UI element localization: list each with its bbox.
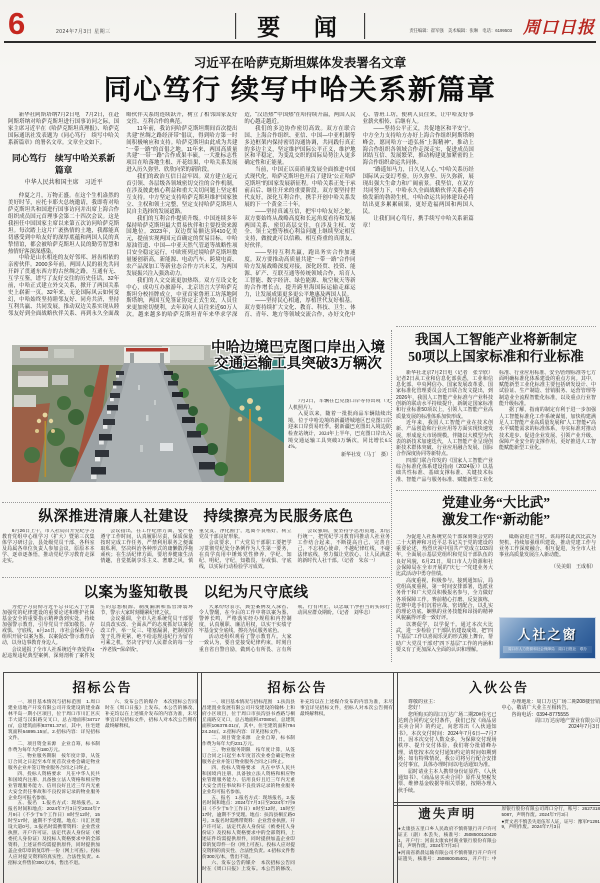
paragraph: 我们的政治互信日益牢固。双方建立起元首引领、各层级各领域密切交往的合作机制，在涉及彼此核心利益和重大关切问题上坚定相互支持。中方坚定支持哈萨克斯坦维护国家独立、主权和领土完整，坚定支持哈萨克斯坦人民自主选择的发展道路。 [126, 174, 238, 215]
paragraph: 我们的多边协作密切高效。双方在联合国、上海合作组织、亚信、中国—中亚机制等多边框架内保持密切沟通协调，共同践行真正的多边主义，坚定维护国际公平正义，维护地区和平稳定，为变乱交织的国际局势注入更多确定性和正能量。 [244, 125, 356, 167]
paragraph: 二、项目资金来源 企业自筹，标书制作费为每年大约180万元。 [8, 740, 100, 752]
paragraph: 以赛促学，以学促干。通过本次大比武，进一步检验了干部队伍建设成效，把“四下基层”工作以喜闻乐见的形式搬上舞台，帮助广大党员干部对“四下基层”工作的内涵和要义有了更加深入全面的认识和理解。 [396, 621, 493, 653]
dangjian-signature: （吴美娟 王成相） [550, 563, 596, 570]
paragraph: 为促进人社系统党员干部深刻领会党的二十大精神和习近平总书记关于党的建设的重要论述，热烈庆祝中国共产党成立103周年，全面展示基层党组织和党员干部队伍的良好风貌，6月21日，周口市人力资源和社会保障局在全市开展的“庆七一”党建业务大比武活动中勇夺佳绩。 [396, 533, 493, 578]
occupancy-body [398, 699, 600, 795]
paragraph: 三、物业服务期限 按年度计算，从签订合同之日起至本年度首次业委会确定物业服务企业并签订物业服务合同之日终止。 [202, 746, 295, 764]
paragraph: 活动还组织观看了警示教育片。大家一致认为，要自觉接受纪律约束，时刻自重自省自警自励，做到心有所畏、言有所戒、行有所止，以忠诚干净担当的实际行动回应群众期盼。（记者 刘华志） [199, 605, 390, 653]
paragraph: 入夏以来，随着一批批商品车辆陆续出境，位于中哈边境的新疆塔城地区巴克图口岸迎来口岸贸易旺季。据新疆巴克图出入境边防检查站统计，2024年上半年，巴克图口岸出入境交通运输工具突破3万辆次，同比增长6.54%。 [288, 412, 391, 451]
occupancy-notice [393, 672, 600, 806]
paragraph: ●贾文君不慎丢失退伍军人证，证号：豫军F12919，声明作废。2024年7月3日 [501, 818, 600, 830]
occupancy-signature-company: 周口万达房地产置业有限公司 [534, 718, 600, 725]
paragraph: 仲夏之月，万物正盛。在这个生机盎然的美好时节，应托卡耶夫总统邀请，我即将对哈萨克斯坦共和国进行国事访问并出席上海合作组织成员国元首理事会第二十四次会议。这是我担任中国国家主席以来第五次访问哈萨克斯坦。每次踏上这片广袤热情的土地，我都能真切感受到中哈友好的深厚底蕴和两国人民的真挚情谊，都会被哈萨克斯坦人民的勤劳智慧和热情好客深深感染。 [8, 193, 120, 255]
paragraph: 会议要求，广大党员干部职工要把学习贯彻党纪处分条例作为人生第一要务，在真学真用中锤炼党性修养，学纪、知纪、明纪、守纪，知敬畏、存戒惧、守底线，以实际行动检验学习成效。 [199, 541, 292, 571]
paragraph: 新华社北京7月2日电（记者 张辛欣）记者2日从工业和信息化部获悉，工业和信息化部、中央网信办、国家发展改革委、国家标准化管理委员会近日联合发文提出，到2026年，我国人工智能产业标准与产业科技创新的联动水平持续提升，新制定国家标准和行业标准50项以上，引领人工智能产业高质量发展的标准体系加快形成。 [396, 369, 493, 420]
loss-statement-title: 遗失声明 [418, 807, 477, 821]
paragraph: 我们的人文交流更加热络。双方互设文化中心，成功互办旅游年，北京语言大学哈萨克斯坦分校挂牌成立，中亚首家鲁班工坊落地阿斯塔纳，两国互免签证协定正式生效，人员往来更加密切便利，去年双向人员往来近60万人次。越来越多的哈萨克斯坦青年来华求学深造，“汉语热”“中国热”在哈持续升温，两国人民的心越走越近。 [126, 112, 356, 319]
header-rule [4, 41, 596, 43]
lead-kicker: 习近平在哈萨克斯坦媒体发表署名文章 [193, 56, 407, 70]
paragraph: 会议指出，在工作纪律方面，要严格遵守工作时间，认真履职尽责，保质保量按时完成工作任务，严禁利用职务之便谋取私利，坚决纠治各种形式的庸懒散浮拖顽疾；在生活纪律方面，要培养健康生活情趣，自觉抵制享乐主义、奢靡之风，慎重交友、净化圈子，远离不良嗜好，树立党员干部良好形象。 [100, 529, 292, 565]
horizontal-dotted-rule [396, 490, 596, 491]
lead-inner-title: 同心笃行 续写中哈关系新篇章 [12, 152, 116, 175]
paragraph: ——坚持公平正义，共促地区和平安宁。中方全力支持哈方办好上海合作组织阿斯塔纳峰会，愿同哈方一道弘扬“上海精神”，推动上海合作组织各领域合作走深走实，促进成员国团结互信、发展繁荣，推动构建更加紧密的上海合作组织命运共同体。 [362, 125, 474, 167]
paragraph: 我们的互利合作提质升级。中国连续多年保持哈萨克斯坦最大贸易伙伴和主要投资来源国地位。2023年，双边贸易额达到410亿美元，提前实现两国元首确定的贸易目标。中哈原油管道、中国—中亚天然气管道等战略性项目安全稳定运行，中欧班列过境哈萨克斯坦数量屡创新高，新能源、电动汽车、跨境电商、农产品深加工等新业态合作方兴未艾，为两国发展振兴注入强劲动力。 [126, 215, 238, 277]
paragraph: 四、投标人资格要求 凡在中华人民共和国境内注册、具备独立法人资格和相应物业管理服务能力、信用良好且近三年内无重大安全责任事故和不良投诉记录的物业服务企业均可报名参加。 [8, 770, 100, 800]
photo-caption-text [288, 399, 391, 452]
tender-1-title: 招标公告 [72, 680, 133, 695]
tender-2-body [202, 699, 393, 877]
paragraph: 高度重视，积极参与。接到通知后，局党组高度重视，第一时间安排部署，选派业务骨干和广大党员积极报名参与，全力做好各项保障工作。赛前精心打磨、反复演练，比赛中选手们沉着应战、密切配合，以扎实的理论功底、娴熟的业务技能和昂扬的精神风貌赢得评委一致好评。 [396, 577, 493, 622]
tender-notice-2 [197, 672, 398, 883]
paragraph: “路遥知马力，日久见人心。”中哈关系历经国际风云变幻考验，历久弥坚、历久弥新，展现出强大生命力和广阔前景。我坚信，在双方共同努力下，中哈永久全面战略伙伴关系必将焕发新的勃勃生机，中哈命运共同体建设必将结出更多累累硕果，更好造福两国和两国人民。 [362, 167, 474, 215]
ai-article-title: 我国人工智能产业将新制定 50项以上国家标准和行业标准 [408, 332, 584, 365]
renshe-body [2, 529, 390, 573]
paragraph: 咨询电话：0394-8775555 [511, 711, 569, 718]
paragraph: 办理地址：周口万达广场二期208楼营销中心，敬请广大业主互相转告。 [501, 699, 600, 712]
paragraph: 一、项目基本情况与招标范围 1.扶沟县昌建置业发展有限公司开发建设的翰林·上和府小区项目，位于周口市扶沟县书香路与桐丘南路交叉口，总占地面积47080㎡，总建筑面积106378.01㎡，其中，住宅建筑面积79424.24㎡。2.招标内容：详见招标文件。 [202, 699, 295, 734]
paragraph: 五、报名 1.报名方式：现场报名。2.报名时间和地点：2024年7月3日至2024年7月9日（不少于5个工作日）8时至12时，15时至17时，逾期不予受理。地点：扶沟县桐丘路0号。3.报名时需携带资料：企业营业执照、开户许可证、法定代表人身份证（被委托人身份证）及投标人资格要求中的全部资料，上述证件均需提供原件，同时提供加盖企业印章的复印件一份（网上可查）。投标人应对提交资料的真实性、合法性负责。4.招标文件售价300元/本，售出不退。 [202, 794, 295, 860]
tender-notice-1 [3, 672, 202, 883]
vertical-dotted-rule [391, 330, 392, 662]
paragraph: 让我们同心笃行，携手续写中哈关系新篇章！ [362, 215, 474, 229]
page-number: 6 [8, 6, 26, 41]
paragraph: 四部门联合印发的《国家人工智能产业综合标准化体系建设指南（2024版）》以基础共性标准、基础支撑标准、关键技术标准、智能产品与服务标准、赋能新型工业化标准、行业应用标准、安全/治理标准等七方面明确标准化体系建设的重点方向。其中，赋能新型工业化标准主要包括研发设计、中试验证、生产制造、营销服务、运营管理等制造业全流程智能化标准，以及重点行业智能升级标准。 [396, 369, 596, 483]
paragraph: ●河南省新晨运输有限公司不慎将银行开户许可证遗失，核准号：J50860045401，开户行：中原银行股份有限公司周口分行，账号：26273185087，声明作废。2024年7月3日 [398, 806, 600, 862]
lead-intro: 新华社阿斯塔纳7月2日电 7月2日，在赴阿斯塔纳对哈萨克斯坦进行国事访问之际，国家主席习近平在《哈萨克斯坦真理报》、哈萨克国际通讯社发表题为《同心笃行 续写中哈关系新篇章》的署名文章。文章全文如下。 [8, 112, 120, 146]
renshe-sub-body [2, 605, 390, 660]
paragraph: ——坚持互利共赢，跑出务实合作加速度。双方要推动高质量共建“一带一路”合作同哈方发展战略深度对接，深化经贸、投资、能源、矿产、互联互通等传统领域合作，培育人工智能、数字经济、绿色能源、航空航天等新的合作增长点，提升跨里海国际运输走廊运力，让发展成果更多更公平地惠及两国人民。 [244, 250, 356, 298]
tender-1-body [8, 699, 197, 877]
banner-title: 人社之窗 [517, 626, 578, 642]
paragraph: 尊敬的业主： [408, 699, 439, 705]
paragraph: ——坚持真诚互信，把牢中哈友好之舵。双方要始终从战略高度和长远角度看待和发展两国关系，密切高层交往，在涉及主权、安全、领土完整等核心利益问题上继续坚定相互支持，做彼此可以信赖、相互倚重的真朋友、好伙伴。 [244, 208, 356, 250]
dangjian-section [396, 494, 596, 662]
dotted-divider [2, 577, 390, 578]
paragraph: 您所购买的周口万达广场二期20#住宅已达到合同约定交付条件，我们已按《商品房买卖合同》的约定，向您寄出《入伙通知书》。本次交付时间：2024年7月6日—7月7日。因本次交付人数众多，为保障交付现场秩序、提升交付体验，我们将分批错峰办理，请您按本次交付通知约定的时间如期到场；如有特殊情况，我公司将另行配合安排交付事宜，具体办理时间以电话通知为准。 [398, 711, 497, 769]
paragraph: 二、项目资金来源 企业自筹，标书制作费为每年大约231万元。 [202, 734, 295, 746]
paragraph: 为把学习贯彻习近平总书记关于全面加强党的纪律建设的重要论述和维护社保基金安全的重要指示精神落到实处，持续加强警示教育，引导党员干部知敬畏、存戒惧、守底线，6月24日，市社会保险中心组织开展“以案为鉴、以案促改”警示教育活动，以身边事教育身边人。 [2, 605, 95, 647]
ai-standards-article [396, 331, 596, 486]
photo-caption [288, 399, 391, 483]
paragraph: 11年前，我访问哈萨克斯坦期间首次提出共建“丝绸之路经济带”倡议，得到哈方第一时间积极响应和支持。哈萨克斯坦由此成为共建“一带一路”的首倡之地。11年来，两国高质量共建“一带一路”合作成果丰硕，一大批标志性项目在哈落地生根、开花结果，中哈关系发展进入历久弥坚、欣欣向荣的新阶段。 [126, 125, 238, 174]
horizontal-dotted-rule [2, 502, 390, 503]
photo-news-headline: 中哈边境巴克图口岸出入境 交通运输工具突破3万辆次 [211, 340, 385, 372]
ai-article-body [396, 370, 596, 486]
renshe-section [2, 505, 390, 660]
paragraph: 砥砺奋进正当时。该局将以此次比武为契机，持续加强组织建设，推动党建工作与业务工作深度融合、相互促进，为全市人社事业高质量发展注入新动能。 [499, 533, 596, 559]
paragraph: 一、项目基本情况与招标范围 1.周口建业房地产开发有限公司开发建设的建业森林半岛一期小区项目，位于周口市川汇区庆丰大道与汉阳路交叉口，总占地面积34717㎡，总建筑面积83781.37㎡，其中，住宅建筑面积64895.15㎡。2.招标内容：详见招标文件。 [8, 699, 100, 740]
renshe-window-banner [499, 617, 596, 659]
masthead-logo: 周口日报 [523, 18, 595, 37]
lead-article-body [8, 112, 592, 325]
paragraph: 四、投标人资格要求 凡在中华人民共和国境内注册、具备独立法人资格和相应物业管理服务能力、信用良好且近三年内无重大安全责任事故和不良投诉记录的物业服务企业均可报名参加。 [202, 764, 295, 794]
banner-subtitle: 周口市人力资源和社会保障局 周口日报社 联办 [503, 646, 592, 653]
paragraph: 近年来，我国人工智能产业在技术创新、产品创造和行业应用等方面实现快速发展，形成庞大市场规模。伴随以大模型为代表的新技术加速迭代，人工智能产业呈现创新技术群体突破、行业应用融合发展、国际合作深度协同等新特点。 [396, 419, 493, 458]
renshe-subtitle: 以案为鉴知敬畏 以纪为尺守底线 [83, 585, 309, 601]
section-title: 要 闻 [257, 15, 351, 40]
horizontal-dotted-rule [396, 326, 596, 327]
paragraph: 三、物业服务期限 按年度计算，从签订合同之日起至本年度首次业委会确定物业服务企业并签订物业服务合同之日终止。 [8, 752, 100, 770]
paragraph: 大家纷纷表示，典型案例发人深省、令人警醒，在今后的工作中将以案为鉴、警钟长鸣，严格落实经办规程和内控制度，认真履职、廉洁用权，以实干实绩守牢基金安全底线，擦亮为民服务底色。 [199, 605, 292, 635]
paragraph: 据了解，指南的制定有利于进一步加强人工智能标准化工作系统谋划，加快构建满足人工智能产业高质量发展和“人工智能+”高水平赋能需求的标准体系，夯实标准对推动技术进步、促进企业发展、引领产业升级、保障产业安全的支撑作用，更好推进人工智能赋能新型工业化。 [499, 407, 596, 452]
occupancy-title: 入伙公告 [468, 680, 529, 695]
occupancy-signature-date: 2024年7月3日 [568, 724, 600, 731]
paragraph: 五、报名 1.报名方式：现场报名。2.报名时间和地点：2024年7月3日至2024年7月9日（不少于5个工作日）8时至12时，15时至17时，逾期不予受理。地点：川汇区建设大道0号。3.报名时需携带资料：企业营业执照、开户许可证、法定代表人身份证（被委托人身份证）及投标人资格要求中的全部资料，上述证件均需提供原件，同时提供加盖企业印章的复印件一份（网上可查）。投标人应对提交资料的真实性、合法性负责。4.招标文件售价300元/本，售出不退。 [8, 800, 100, 866]
paragraph: 会议强调，要坚持学思用贯通、知信行统一，把党纪学习教育同推动人社业务工作结合起来，不断提高自己、完善自己，不忘初心使命，不越纪律红线，不碰法律底线，努力做让党放心、让人民满意的新时代人社干部。（记者 朱东一） [297, 529, 390, 565]
lead-byline: 中华人民共和国主席 习近平 [24, 179, 103, 186]
paragraph: 您好！ [408, 705, 424, 712]
paragraph: 中哈是山水相连的友好邻邦、唇齿相依的亲密伙伴。2000多年前，两国人民的祖先共同开辟了贯通东西方的古丝绸之路，互通有无、互学互鉴，谱写了友好交往的历史佳话。32年前，中哈正式建立外交关系，掀开了两国关系史上崭新一页。32年来，无论国际风云如何变幻，中哈始终坚持睦邻友好、同舟共济，坚持互利共赢、共同发展，推动双边关系实现从睦邻友好到全面战略伙伴关系、再到永久全面战略伙伴关系的连续跃升，树立了相邻国家友好交往、互利合作的典范。 [8, 112, 238, 317]
paragraph: 六、发布公告的媒介 本次招标公告同时在《周口日报》上发布。本公告的修改、补充均以在上述媒介发布的内容为准，未尽事宜详见招标文件，招标人对本次公告拥有最终解释权。 [105, 699, 197, 728]
photo-credit: 新华社发（马丁 摄） [340, 452, 391, 458]
page-date: 2024年7月3日 星期三 [56, 29, 111, 35]
editors-line: 责任编辑：翟军强 美术编辑：张琳 电话：6199503 [409, 28, 512, 33]
paragraph: 会议强调，全市人社系统党员干部要以真改实改、全面从严的态度抓好以案促改工作，举一反三、堵塞漏洞，把制度的笼子扎得更紧，绝不给违规违纪行为留有可乘之机，坚决守护好人民群众的每一分“养老钱”“保命钱”。 [100, 617, 193, 653]
paragraph: 届时请业主本人携带身份证原件、《入伙通知书》、《商品房买卖合同》原件及契税发票、维修基金收据等相关票据，按期办理入伙手续。 [398, 768, 497, 794]
divider-bar [364, 13, 365, 39]
section-header [235, 9, 365, 42]
tender-2-title: 招标公告 [267, 680, 328, 695]
paragraph: 六、发布公告的媒介 本次招标公告同时在《周口日报》上发布。本公告的修改、补充均以在上述媒介发布的内容为准，未尽事宜详见招标文件，招标人对本次公告拥有最终解释权。 [202, 699, 393, 872]
loss-statement-notice [393, 802, 600, 883]
paragraph: ——坚持民心相通，厚植世代友好根基。双方要持续扩大文化、教育、科技、卫生、体育、青年、地方等领域交流合作，办好文化中心、鲁班工坊，便利人员往来，让中哈友好事业薪火相传、后继有人。 [244, 112, 474, 319]
paragraph: 会议通报了全市人社系统近年查处的4起违规违纪典型案例，深刻剖析了案件发生的思想根源、制度漏洞和监管薄弱环节，警示大家时刻绷紧纪律之弦。 [2, 605, 193, 659]
paragraph: 当前，中国正以高质量发展全面推进中国式现代化，哈萨克斯坦也开启了建设“公正哈萨克斯坦”的国家发展新征程。中哈关系正处于承前启后、继往开来的重要阶段。双方要坚持世代友好，深化互利合作，携手开创中哈关系发展的下一个黄金三十年。 [244, 167, 356, 208]
paragraph: 7月2日，车辆在巴克图口岸等待出境（无人机照片）。 [288, 399, 391, 411]
paragraph: 6月26日上午，市人社局召开党纪学习教育党组中心组学习（扩大）暨第三次集体学习研讨会，县处级党员干部、各科室及局属各单位负责人参加会议，原原本本学、逐章逐条悟，推动党纪学习教育走深走实。 [2, 529, 95, 565]
lead-headline: 同心笃行 续写中哈关系新篇章 [103, 74, 497, 105]
lead-inner-title-box [10, 152, 117, 188]
renshe-title: 纵深推进清廉人社建设 持续擦亮为民服务底色 [38, 509, 354, 525]
loss-statement-body [398, 806, 600, 872]
paragraph: ●太康县五里口乡人民政府不慎将银行开户许可证正（副）本丢失，核准号：J5085001104201，开户行：河南太康农村商业银行股份有限公司，声明作废。2024年7月3日 [398, 825, 497, 849]
dangjian-title: 党建业务“大比武” 激发工作“新动能” [442, 495, 550, 528]
divider-bar [235, 13, 236, 39]
